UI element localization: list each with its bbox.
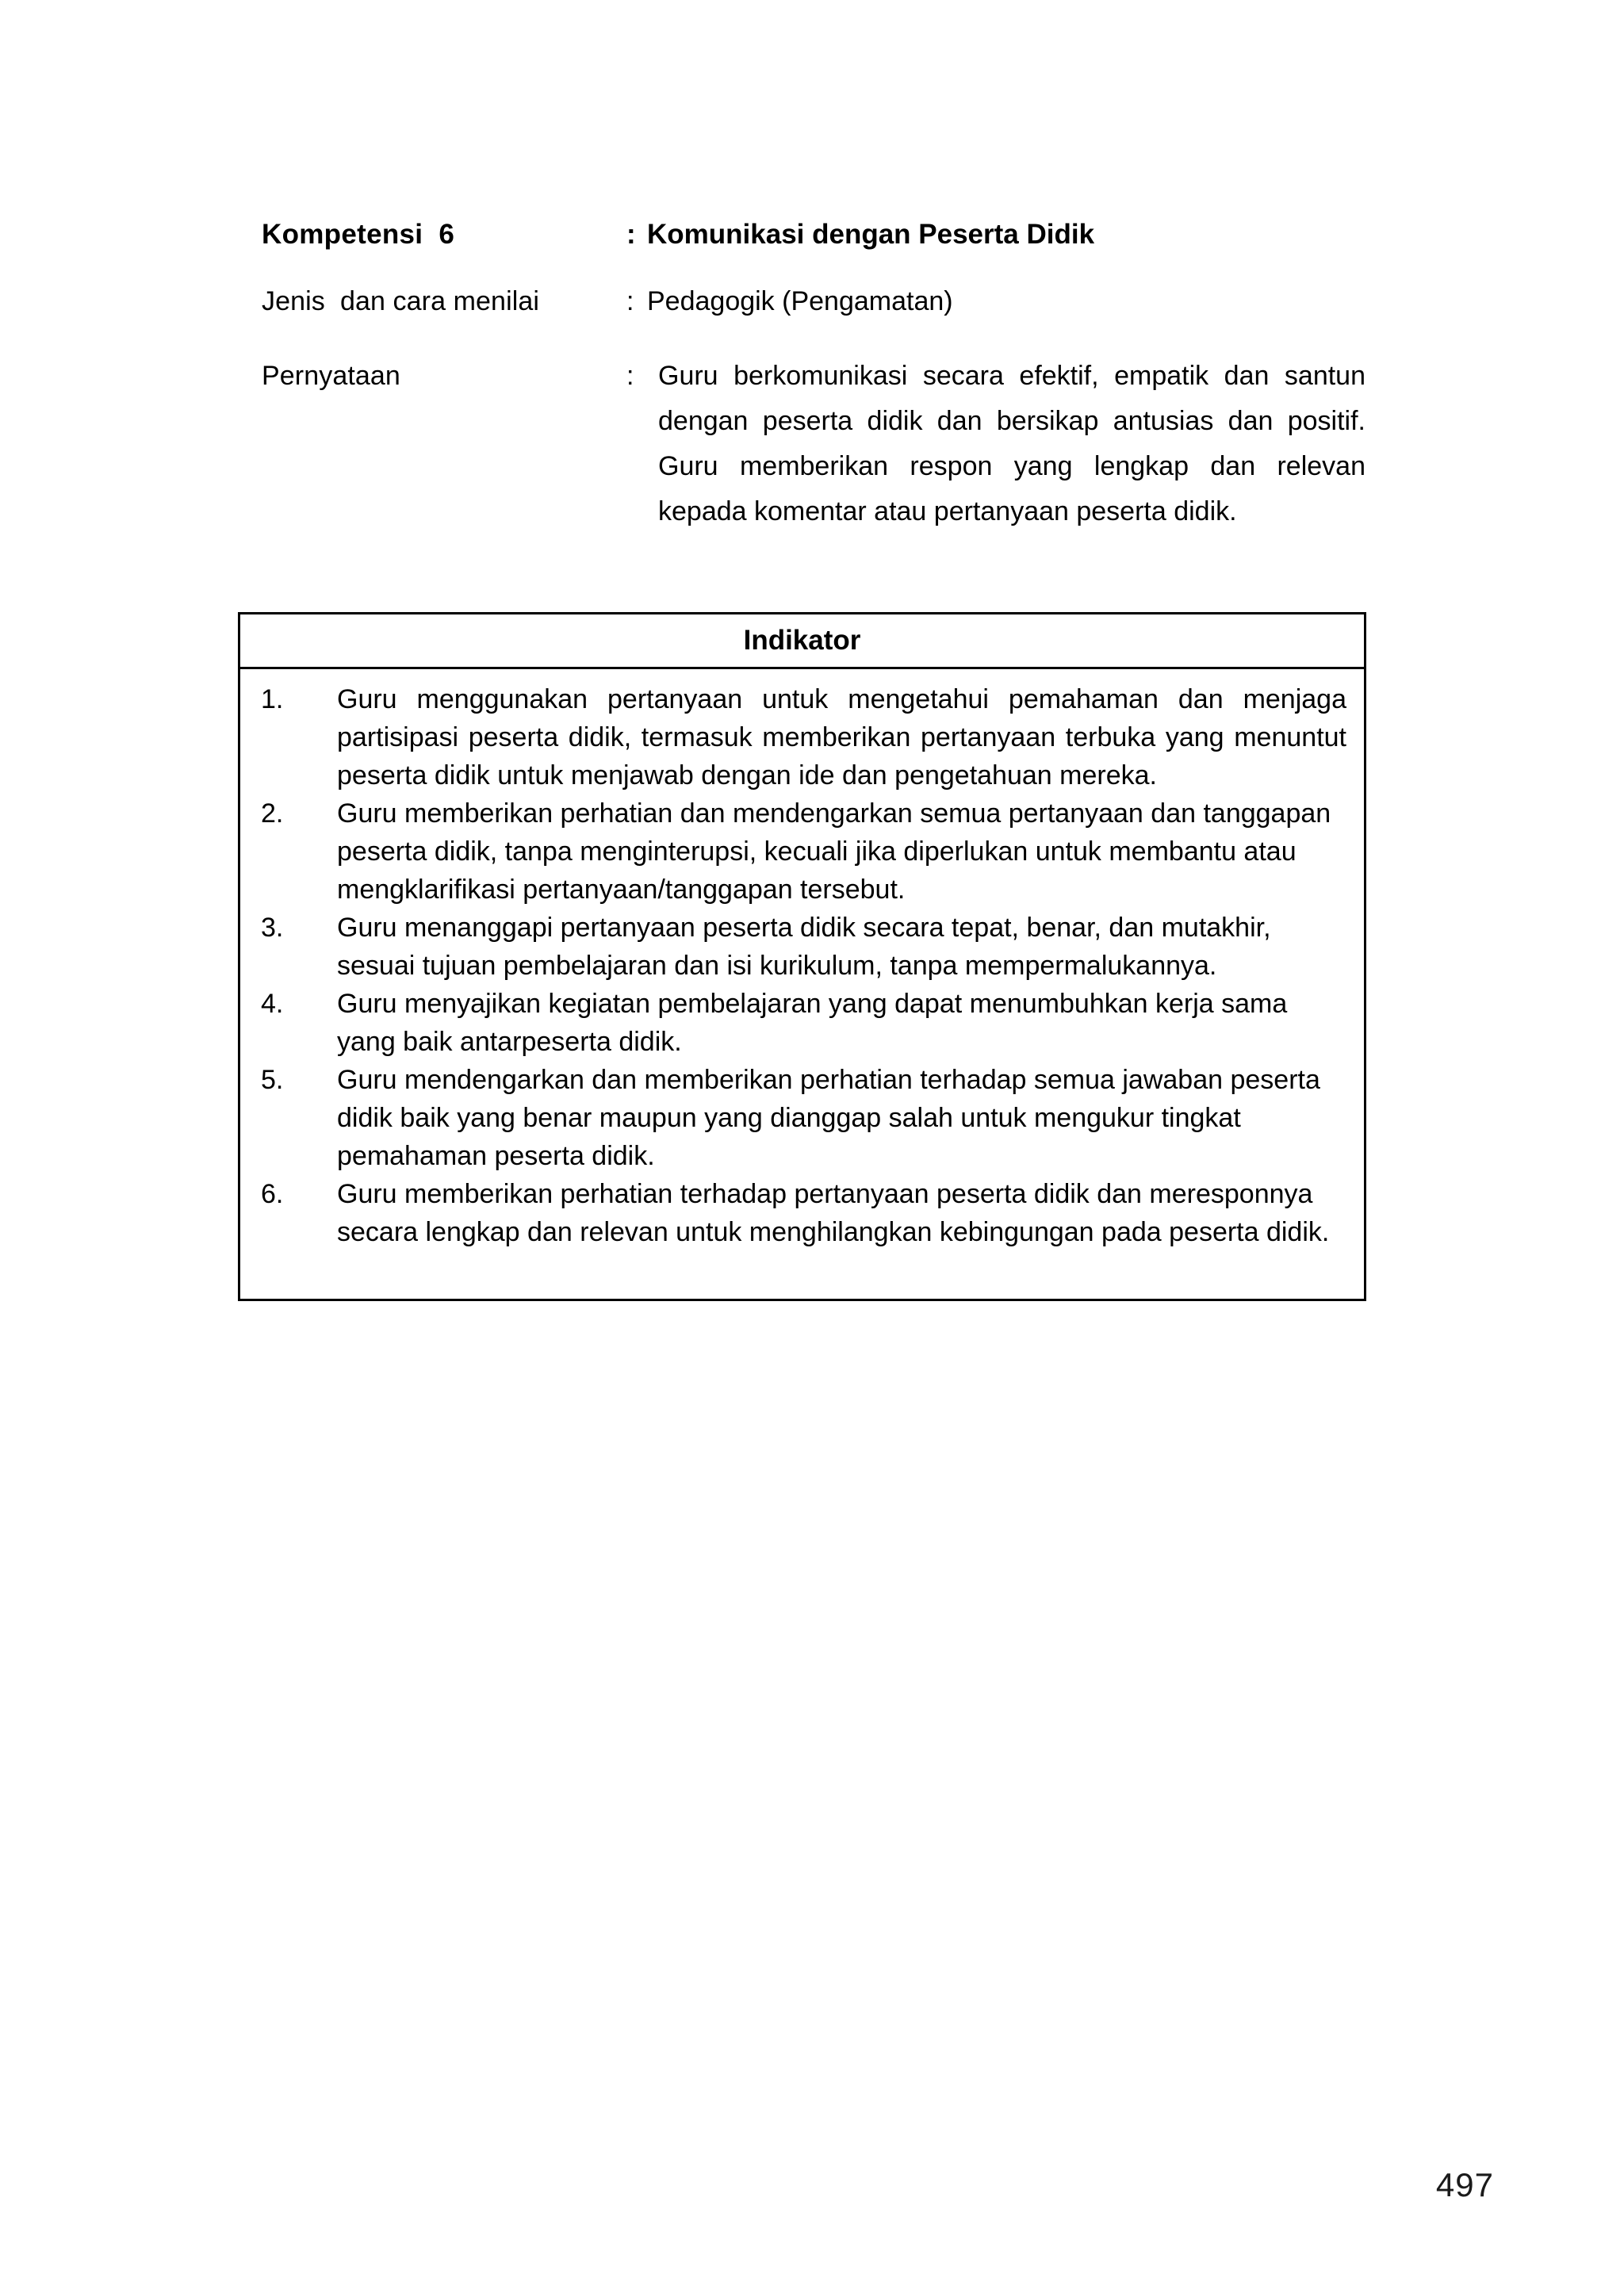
statement-colon: : [626, 361, 634, 391]
indicator-item-number: 3. [261, 913, 284, 943]
competency-value: Komunikasi dengan Peserta Didik [647, 219, 1095, 250]
indicator-item [258, 985, 1346, 1061]
indicator-item-number: 5. [261, 1065, 284, 1095]
indicator-item-number: 2. [261, 798, 284, 829]
indicator-item-text: Guru menggunakan pertanyaan untuk mengetahui pemahaman dan menjaga partisipasi peserta didik, termasuk memberikan pertanyaan terbuka yang menuntut peserta didik untuk menjawab dengan ide dan pengetahuan mereka. [337, 684, 1346, 790]
indicator-item-text: Guru memberikan perhatian dan mendengarkan semua pertanyaan dan tanggapan peserta didik, tanpa menginterupsi, kecuali jika diperlukan untuk membantu atau mengklarifikasi pertanyaan/tanggapan tersebut. [337, 798, 1331, 905]
indicator-table [238, 612, 1366, 1301]
indicator-list [258, 680, 1346, 1251]
indicator-item-number: 1. [261, 684, 284, 714]
indicator-item [258, 680, 1346, 794]
competency-title-row [262, 216, 1365, 254]
competency-label: Kompetensi 6 [262, 219, 455, 250]
competency-meta-block [262, 216, 1365, 534]
indicator-item [258, 794, 1346, 909]
statement-value: Guru berkomunikasi secara efektif, empatik dan santun dengan peserta didik dan bersikap antusias dan positif. Guru memberikan respon yang lengkap dan relevan kepada komentar atau pertanyaan peserta didik. [658, 361, 1365, 526]
indicator-item [258, 1175, 1346, 1251]
statement-label: Pernyataan [262, 361, 400, 391]
indicator-item [258, 1061, 1346, 1175]
indicator-item-text: Guru menyajikan kegiatan pembelajaran yang dapat menumbuhkan kerja sama yang baik antarpeserta didik. [337, 989, 1288, 1057]
indicator-item-number: 6. [261, 1179, 284, 1209]
assessment-type-label: Jenis dan cara menilai [262, 286, 540, 316]
indicator-item-text: Guru menanggapi pertanyaan peserta didik secara tepat, benar, dan mutakhir, sesuai tujuan pembelajaran dan isi kurikulum, tanpa mempermalukannya. [337, 913, 1271, 981]
page-number: 497 [1435, 2166, 1494, 2203]
statement-row [262, 354, 1365, 534]
assessment-type-colon: : [626, 286, 634, 316]
indicator-table-header: Indikator [240, 614, 1364, 669]
indicator-item [258, 909, 1346, 985]
assessment-type-value: Pedagogik (Pengamatan) [647, 286, 953, 316]
assessment-type-row [262, 282, 1365, 320]
competency-colon: : [626, 219, 636, 250]
indicator-item-number: 4. [261, 989, 284, 1019]
indicator-item-text: Guru mendengarkan dan memberikan perhatian terhadap semua jawaban peserta didik baik yang benar maupun yang dianggap salah untuk mengukur tingkat pemahaman peserta didik. [337, 1065, 1320, 1171]
indicator-item-text: Guru memberikan perhatian terhadap pertanyaan peserta didik dan meresponnya secara lengkap dan relevan untuk menghilangkan kebingungan pada peserta didik. [337, 1179, 1330, 1247]
indicator-table-body [240, 669, 1364, 1299]
